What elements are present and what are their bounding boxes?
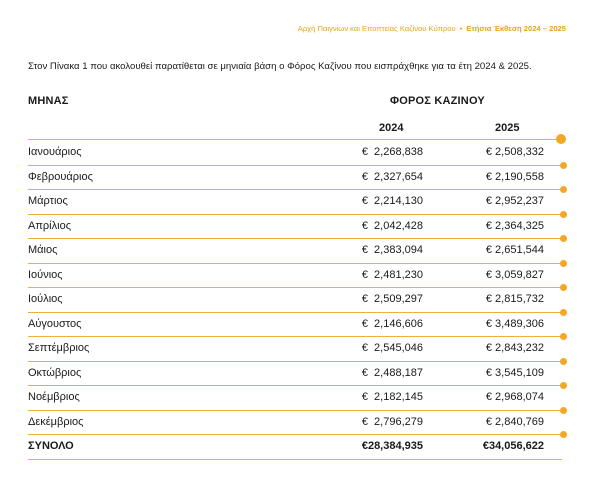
month-cell: Φεβρουάριος	[28, 170, 93, 183]
table-row	[28, 264, 568, 289]
month-cell: Μάρτιος	[28, 195, 68, 207]
month-cell: Ιούλιος	[28, 293, 63, 305]
tax-2024-cell: € 2,383,094	[361, 244, 423, 256]
tax-2024-cell: € 2,796,279	[361, 415, 423, 428]
table-row	[28, 313, 568, 338]
tax-2025-cell: € 2,952,237	[485, 195, 544, 207]
year-2025-header: 2025	[495, 122, 520, 134]
tax-2025-cell: € 3,545,109	[485, 366, 544, 379]
table-row	[28, 166, 568, 191]
total-row	[28, 435, 568, 460]
month-cell: Μάιος	[28, 244, 58, 256]
intro-paragraph: Στον Πίνακα 1 που ακολουθεί παρατίθεται σε μηνιαία βάση ο Φόρος Καζίνου που εισπράχθηκε για τα έτη 2024 & 2025.	[28, 61, 532, 72]
tax-2024-cell: € 2,509,297	[361, 293, 423, 305]
table-top-rule	[28, 139, 558, 140]
month-cell: Οκτώβριος	[28, 366, 82, 379]
tax-2024-cell: € 2,042,428	[361, 219, 423, 232]
total-2025-cell: €34,056,622	[482, 440, 544, 452]
tax-2024-cell: € 2,268,838	[361, 146, 423, 158]
table-row	[28, 288, 568, 313]
month-cell: Δεκέμβριος	[28, 415, 84, 428]
tax-2025-cell: € 2,190,558	[485, 170, 544, 183]
tax-2025-cell: € 3,059,827	[485, 268, 544, 281]
tax-2025-cell: € 2,364,325	[485, 219, 544, 232]
tax-2024-cell: € 2,146,606	[361, 317, 423, 330]
casino-tax-table	[28, 95, 568, 475]
month-cell: Απρίλιος	[28, 219, 71, 232]
header-org: Αρχή Παιγνίων και Εποπτείας Καζίνου Κύπρου	[297, 24, 456, 33]
month-cell: Σεπτέμβριος	[28, 342, 90, 354]
month-cell: Ιανουάριος	[28, 146, 82, 158]
tax-2025-cell: € 2,968,074	[485, 391, 544, 403]
tax-2025-cell: € 2,840,769	[485, 415, 544, 428]
page-header	[298, 24, 566, 33]
table-row	[28, 215, 568, 240]
row-divider	[28, 459, 562, 460]
tax-2025-cell: € 2,651,544	[485, 244, 544, 256]
table-row	[28, 411, 568, 436]
tax-2024-cell: € 2,488,187	[361, 366, 423, 379]
tax-2025-cell: € 2,843,232	[485, 342, 544, 354]
table-row	[28, 190, 568, 215]
month-cell: Νοέμβριος	[28, 391, 80, 403]
tax-2025-cell: € 2,508,332	[485, 146, 544, 158]
header-report-title: Ετήσια Έκθεση 2024 – 2025	[466, 24, 566, 33]
table-row	[28, 141, 568, 166]
tax-2025-cell: € 2,815,732	[485, 293, 544, 305]
total-label: ΣΥΝΟΛΟ	[28, 440, 74, 452]
header-bullet: •	[459, 24, 463, 33]
tax-2025-cell: € 3,489,306	[485, 317, 544, 330]
tax-2024-cell: € 2,214,130	[361, 195, 423, 207]
table-row	[28, 337, 568, 362]
month-cell: Αύγουστος	[28, 317, 82, 330]
tax-column-header: ΦΟΡΟΣ ΚΑΖΙΝΟΥ	[390, 95, 485, 107]
table-row	[28, 362, 568, 387]
table-row	[28, 239, 568, 264]
month-cell: Ιούνιος	[28, 268, 63, 281]
tax-2024-cell: € 2,481,230	[361, 268, 423, 281]
tax-2024-cell: € 2,545,046	[361, 342, 423, 354]
tax-2024-cell: € 2,327,654	[361, 170, 423, 183]
table-row	[28, 386, 568, 411]
total-2024-cell: €28,384,935	[361, 440, 423, 452]
tax-2024-cell: € 2,182,145	[361, 391, 423, 403]
year-2024-header: 2024	[379, 122, 404, 134]
month-column-header: ΜΗΝΑΣ	[28, 95, 69, 107]
